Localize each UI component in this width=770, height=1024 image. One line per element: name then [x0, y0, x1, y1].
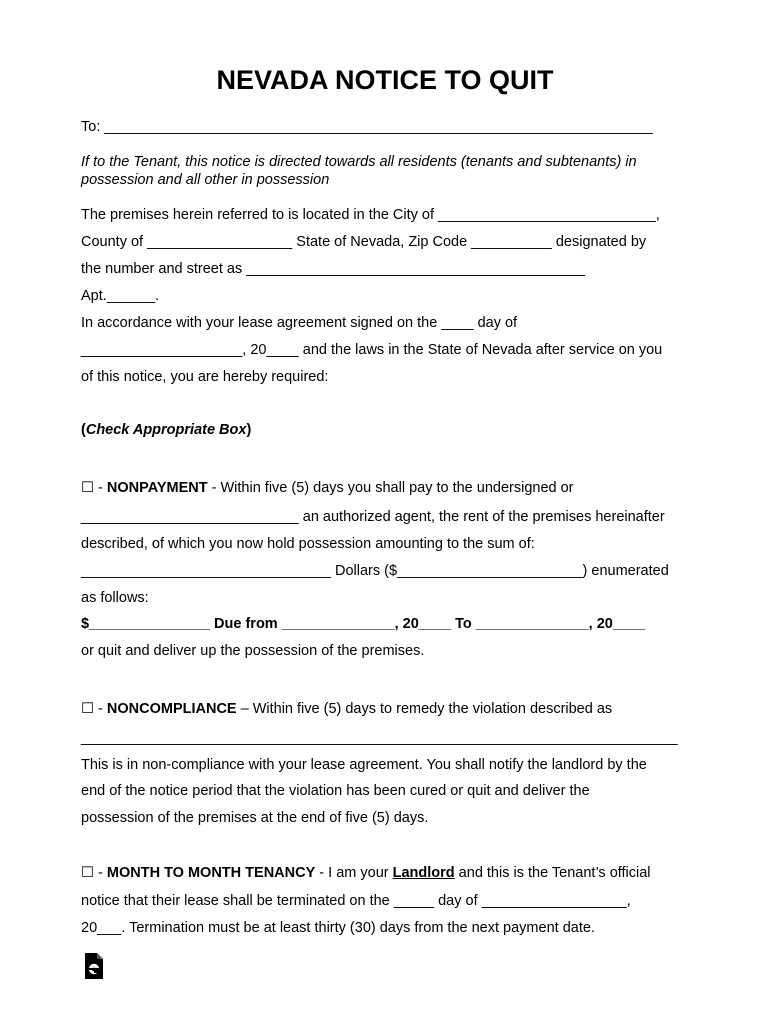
noncompliance-line-2: __________________________________________________________________________	[81, 730, 678, 746]
month-to-month-line-3: 20___. Termination must be at least thirty (30) days from the next payment date.	[81, 920, 595, 936]
month-to-month-checkbox[interactable]: ☐	[81, 865, 94, 881]
accordance-line-3: of this notice, you are hereby required:	[81, 369, 329, 385]
noncompliance-line-4: end of the notice period that the violation has been cured or quit and deliver the	[81, 783, 590, 799]
noncompliance-line-5: possession of the premises at the end of five (5) days.	[81, 810, 429, 826]
accordance-line-2: ____________________, 20____ and the laws in the State of Nevada after service on you	[81, 342, 663, 358]
nonpayment-label: NONPAYMENT	[106, 480, 208, 496]
nonpayment-line-3: described, of which you now hold possession amounting to the sum of:	[81, 536, 535, 552]
tenant-note-line-1: If to the Tenant, this notice is directed towards all residents (tenants and subtenants) in	[81, 154, 637, 170]
premises-line-2: County of __________________ State of Nevada, Zip Code __________ designated by	[81, 234, 647, 250]
nonpayment-line-6: $_______________ Due from ______________, 20____ To ______________, 20____	[81, 616, 646, 632]
to-line: To: ____________________________________________________________________	[81, 119, 653, 135]
nonpayment-prefix: -	[94, 480, 107, 496]
check-instruction-label: Check Appropriate Box	[85, 422, 247, 438]
nonpayment-line-5: as follows:	[81, 590, 149, 606]
month-to-month-line-2: notice that their lease shall be terminated on the _____ day of __________________,	[81, 893, 631, 909]
premises-line-1: The premises herein referred to is located in the City of ___________________________,	[81, 207, 660, 223]
check-box-instruction	[81, 421, 251, 439]
check-close-paren: )	[246, 422, 252, 438]
nonpayment-line-7: or quit and deliver up the possession of the premises.	[81, 643, 425, 659]
premises-line-3: the number and street as __________________________________________	[81, 261, 585, 277]
nonpayment-line-2: ___________________________ an authorized agent, the rent of the premises hereinafter	[81, 509, 665, 525]
month-to-month-line-1	[81, 864, 651, 882]
landlord-word: Landlord	[392, 865, 455, 881]
month-to-month-prefix: -	[94, 865, 107, 881]
apt-line: Apt.______.	[81, 288, 160, 304]
month-to-month-line-1-rest: and this is the Tenant’s official	[454, 865, 651, 881]
noncompliance-line-1	[81, 700, 612, 718]
nonpayment-line-1-rest: - Within five (5) days you shall pay to the undersigned or	[207, 480, 574, 496]
month-to-month-line-1-mid: - I am your	[315, 865, 393, 881]
nonpayment-line-4: _______________________________ Dollars ($_______________________) enumerated	[81, 563, 669, 579]
noncompliance-checkbox[interactable]: ☐	[81, 701, 94, 717]
noncompliance-line-1-rest: – Within five (5) days to remedy the violation described as	[236, 701, 613, 717]
accordance-line-1: In accordance with your lease agreement signed on the ____ day of	[81, 315, 518, 331]
eforms-logo-svg	[83, 952, 105, 980]
document-title: NEVADA NOTICE TO QUIT	[216, 65, 554, 95]
noncompliance-line-3: This is in non-compliance with your lease agreement. You shall notify the landlord by the	[81, 757, 647, 773]
eforms-logo-icon	[83, 952, 105, 980]
noncompliance-label: NONCOMPLIANCE	[106, 701, 237, 717]
month-to-month-label: MONTH TO MONTH TENANCY	[106, 865, 316, 881]
check-open-paren: (	[81, 422, 86, 438]
tenant-note-line-2: possession and all other in possession	[81, 172, 330, 188]
nonpayment-line-1	[81, 479, 574, 497]
nonpayment-checkbox[interactable]: ☐	[81, 480, 94, 496]
noncompliance-prefix: -	[94, 701, 107, 717]
